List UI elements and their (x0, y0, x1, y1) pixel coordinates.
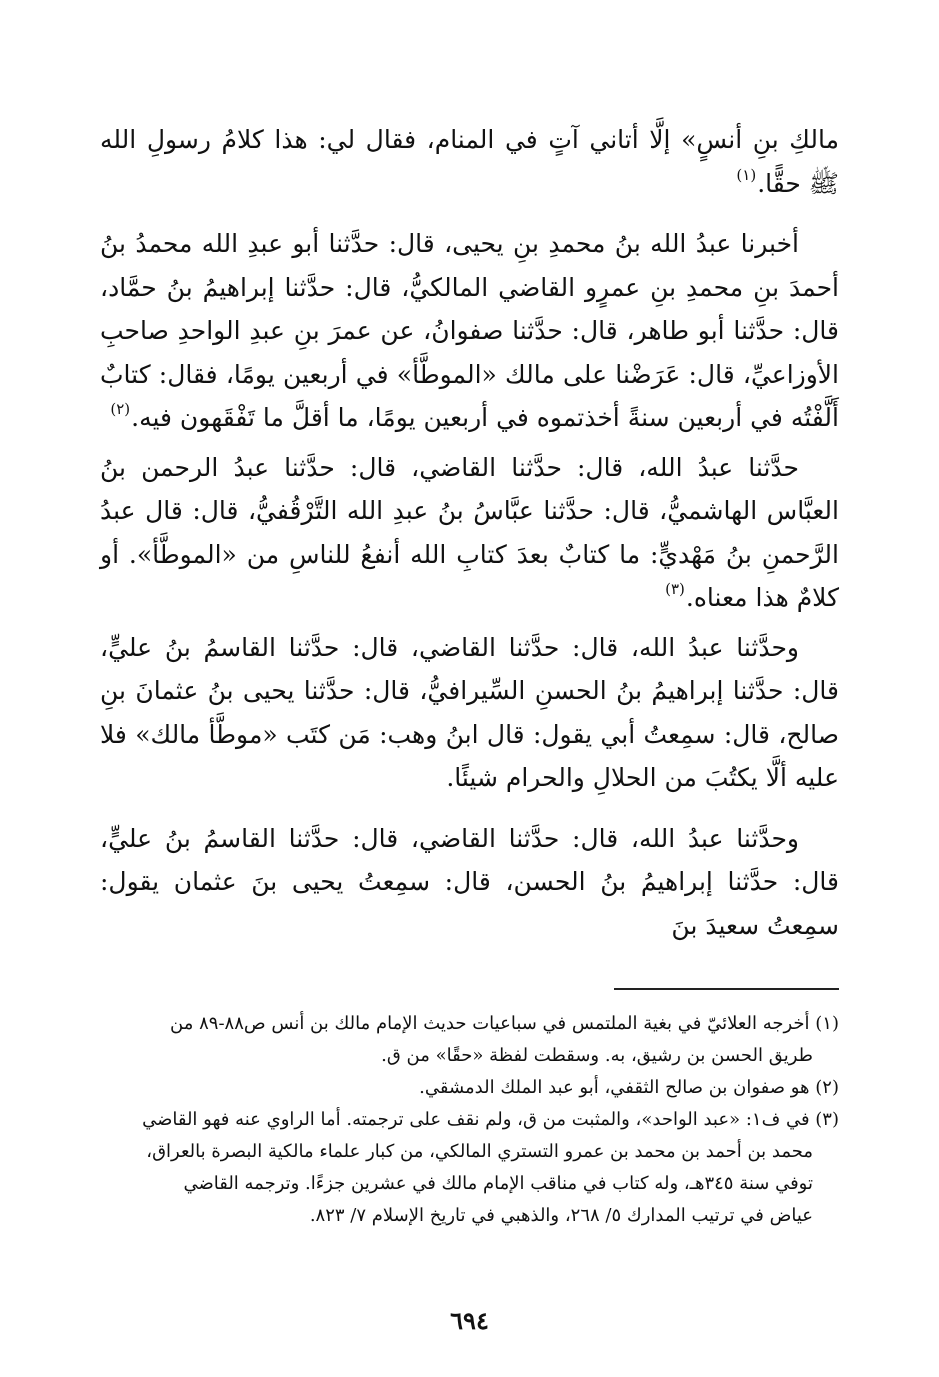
footnotes (100, 1008, 839, 1232)
paragraph-2 (100, 222, 839, 440)
paragraph-1-text: مالكِ بنِ أنسٍ» إلَّا أتاني آتٍ في المنام، فقال لي: هذا كلامُ رسولِ الله ﷺ حقًّا. (100, 125, 839, 198)
paragraph-4: وحدَّثنا عبدُ الله، قال: حدَّثنا القاضي، قال: حدَّثنا القاسمُ بنُ عليٍّ، قال: حدَّثنا إبراهيمُ بنُ الحسنِ السِّيرافيُّ، قال: حدَّثنا يحيى بنُ عثمانَ بنِ صالح، قال: سمِعتُ أبي يقول: قال ابنُ وهب: مَن كتَب «موطَّأ مالك» فلا عليه ألَّا يكتُبَ من الحلالِ والحرام شيئًا. (100, 632, 839, 792)
paragraph-2-text: أخبرنا عبدُ الله بنُ محمدِ بنِ يحيى، قال: حدَّثنا أبو عبدِ الله محمدُ بنُ أحمدَ بنِ محمدِ بنِ عمرٍو القاضي المالكيُّ، قال: حدَّثنا إبراهيمُ بنُ حمَّاد، قال: حدَّثنا أبو طاهر، قال: حدَّثنا صفوانُ، عن عمرَ بنِ عبدِ الواحدِ صاحبِ الأوزاعيِّ، قال: عَرَضْنا على مالك «الموطَّأ» في أربعين يومًا، فقال: كتابٌ أَلَّفْتُه في أربعين سنةً أخذتموه في أربعين يومًا، ما أقلَّ ما تَفْقَهون فيه. (100, 229, 839, 432)
footnote-ref-1: (١) (736, 165, 757, 184)
footnote-1-line-2: طريق الحسن بن رشيق، به. وسقطت لفظة «حقًا» من ق. (381, 1045, 813, 1066)
paragraph-3 (100, 446, 839, 620)
paragraph-1 (100, 118, 839, 205)
footnote-ref-3: (٣) (665, 580, 685, 598)
paragraph-3-text: حدَّثنا عبدُ الله، قال: حدَّثنا القاضي، قال: حدَّثنا عبدُ الرحمن بنُ العبَّاس الهاشميُّ، قال: حدَّثنا عبَّاسُ بنُ عبدِ الله التَّرْقُفيُّ، قال: قال عبدُ الرَّحمنِ بنُ مَهْديٍّ: ما كتابٌ بعدَ كتابِ الله أنفعُ للناسِ من «الموطَّأ». أو كلامٌ هذا معناه. (100, 452, 839, 612)
page-number: ٦٩٤ (450, 1306, 489, 1335)
footnote-3-line-1: (٣) في ف١: «عبد الواحد»، والمثبت من ق، ولم نقف على ترجمته. أما الراوي عنه فهو القاضي (142, 1109, 839, 1130)
footnote-3-line-2: محمد بن أحمد بن محمد بن عمرو التستري المالكي، من كبار علماء مالكية البصرة بالعراق، (146, 1141, 813, 1162)
footnote-ref-2: (٢) (110, 400, 131, 418)
paragraph-5: وحدَّثنا عبدُ الله، قال: حدَّثنا القاضي، قال: حدَّثنا القاسمُ بنُ عليٍّ، قال: حدَّثنا إبراهيمُ بنُ الحسن، قال: سمِعتُ يحيى بنَ عثمان يقول: سمِعتُ سعيدَ بنَ (100, 823, 839, 940)
footnote-separator (614, 988, 839, 990)
footnote-2: (٢) هو صفوان بن صالح الثقفي، أبو عبد الملك الدمشقي. (419, 1077, 839, 1098)
footnote-1-line-1: (١) أخرجه العلائيّ في بغية الملتمس في سباعيات حديث الإمام مالك بن أنس ص٨٨-٨٩ من (170, 1013, 839, 1034)
footnote-3-line-3: توفي سنة ٣٤٥هـ، وله كتاب في مناقب الإمام مالك في عشرين جزءًا. وترجمه القاضي (183, 1173, 813, 1194)
footnote-3-line-4: عياض في ترتيب المدارك ٥/ ٢٦٨، والذهبي في تاريخ الإسلام ٧/ ٨٢٣. (309, 1205, 813, 1226)
main-text (100, 118, 839, 947)
